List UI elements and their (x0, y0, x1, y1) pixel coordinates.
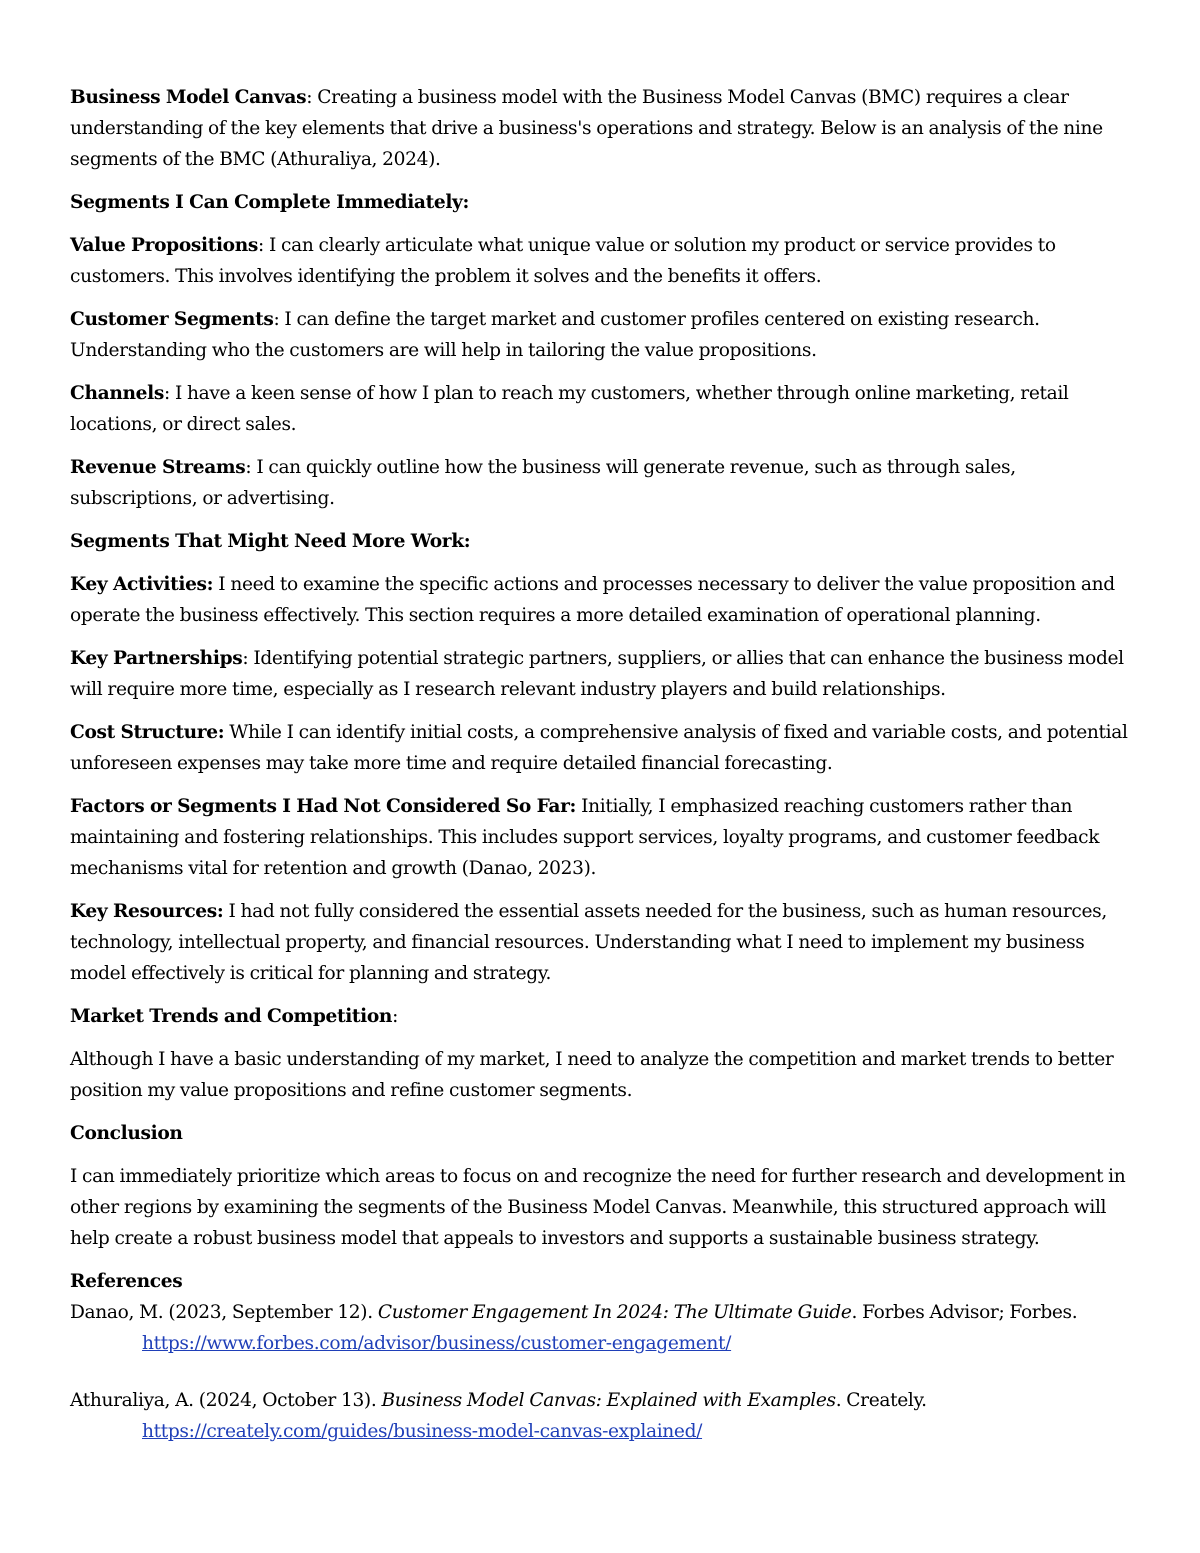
market-paragraph: Although I have a basic understanding of my market, I need to analyze the competition and market trends to better position my value propositions and refine customer segments. (70, 1049, 1114, 1101)
reference-entry (70, 1385, 1128, 1447)
segment-paragraph (70, 643, 1128, 705)
segment-term: Revenue Streams (70, 457, 246, 478)
market-heading: Market Trends and Competition (70, 1006, 393, 1027)
reference-link[interactable]: https://creately.com/guides/business-model-canvas-explained/ (142, 1421, 703, 1442)
reference-title: Business Model Canvas: Explained with Examples (381, 1390, 836, 1411)
intro-text: : Creating a business model with the Business Model Canvas (BMC) requires a clear understanding of the key elements that drive a business's operations and strategy. Below is an analysis of the nine segments of the BMC (Athuraliya, 2024). (70, 87, 1103, 170)
section-heading-immediate: Segments I Can Complete Immediately: (70, 192, 470, 213)
intro-paragraph (70, 82, 1128, 175)
document-page (70, 82, 1128, 1473)
reference-entry (70, 1297, 1128, 1359)
segment-term: Value Propositions (70, 235, 259, 256)
reference-author: Athuraliya, A. (2024, October 13). (70, 1390, 382, 1411)
segment-text: : Identifying potential strategic partners, suppliers, or allies that can enhance the business model will require more time, especially as I research relevant industry players and build relationships. (70, 648, 1124, 700)
reference-source: . Forbes Advisor; Forbes. (851, 1302, 1078, 1323)
segment-text: I had not fully considered the essential assets needed for the business, such as human resources, technology, intellectual property, and financial resources. Understanding what I need to implement my business model effectively is critical for planning and strategy. (70, 901, 1107, 984)
segment-paragraph (70, 896, 1128, 989)
market-heading-suffix: : (392, 1006, 399, 1027)
segment-paragraph (70, 230, 1128, 292)
reference-source: . Creately. (835, 1390, 927, 1411)
segment-text: : I can define the target market and customer profiles centered on existing research. Understanding who the customers are will help in tailoring the value propositions. (70, 309, 1040, 361)
section-heading-conclusion: Conclusion (70, 1123, 183, 1144)
segment-text: While I can identify initial costs, a comprehensive analysis of fixed and variable costs, and potential unforeseen expenses may take more time and require detailed financial forecasting. (70, 722, 1128, 774)
references-heading: References (70, 1271, 183, 1292)
segment-paragraph (70, 304, 1128, 366)
segment-term: Factors or Segments I Had Not Considered So Far: (70, 796, 577, 817)
segment-text: Initially, I emphasized reaching customers rather than maintaining and fostering relationships. This includes support services, loyalty programs, and customer feedback mechanisms vital for retention and growth (Danao, 2023). (70, 796, 1100, 879)
reference-link[interactable]: https://www.forbes.com/advisor/business/customer-engagement/ (142, 1333, 732, 1354)
segment-text: : I can clearly articulate what unique value or solution my product or service provides to customers. This involves identifying the problem it solves and the benefits it offers. (70, 235, 1056, 287)
segment-paragraph (70, 717, 1128, 779)
segment-paragraph (70, 569, 1128, 631)
section-heading-more-work: Segments That Might Need More Work: (70, 531, 471, 552)
reference-author: Danao, M. (2023, September 12). (70, 1302, 378, 1323)
conclusion-paragraph: I can immediately prioritize which areas to focus on and recognize the need for further research and development in other regions by examining the segments of the Business Model Canvas. Meanwhile, this structured approach will help create a robust business model that appeals to investors and supports a sustainable business strategy. (70, 1166, 1126, 1249)
segment-paragraph (70, 791, 1128, 884)
segment-text: I need to examine the specific actions and processes necessary to deliver the value proposition and operate the business effectively. This section requires a more detailed examination of operational planning. (70, 574, 1115, 626)
segment-term: Cost Structure: (70, 722, 225, 743)
section-heading-market (70, 1001, 1128, 1032)
segment-term: Key Partnerships (70, 648, 243, 669)
intro-term: Business Model Canvas (70, 87, 307, 108)
segment-term: Key Activities: (70, 574, 214, 595)
segment-term: Customer Segments (70, 309, 274, 330)
segment-paragraph (70, 452, 1128, 514)
reference-title: Customer Engagement In 2024: The Ultimate Guide (377, 1302, 852, 1323)
segment-term: Channels (70, 383, 164, 404)
segment-paragraph (70, 378, 1128, 440)
segment-text: : I can quickly outline how the business will generate revenue, such as through sales, subscriptions, or advertising. (70, 457, 1016, 509)
segment-text: : I have a keen sense of how I plan to reach my customers, whether through online marketing, retail locations, or direct sales. (70, 383, 1069, 435)
segment-term: Key Resources: (70, 901, 224, 922)
